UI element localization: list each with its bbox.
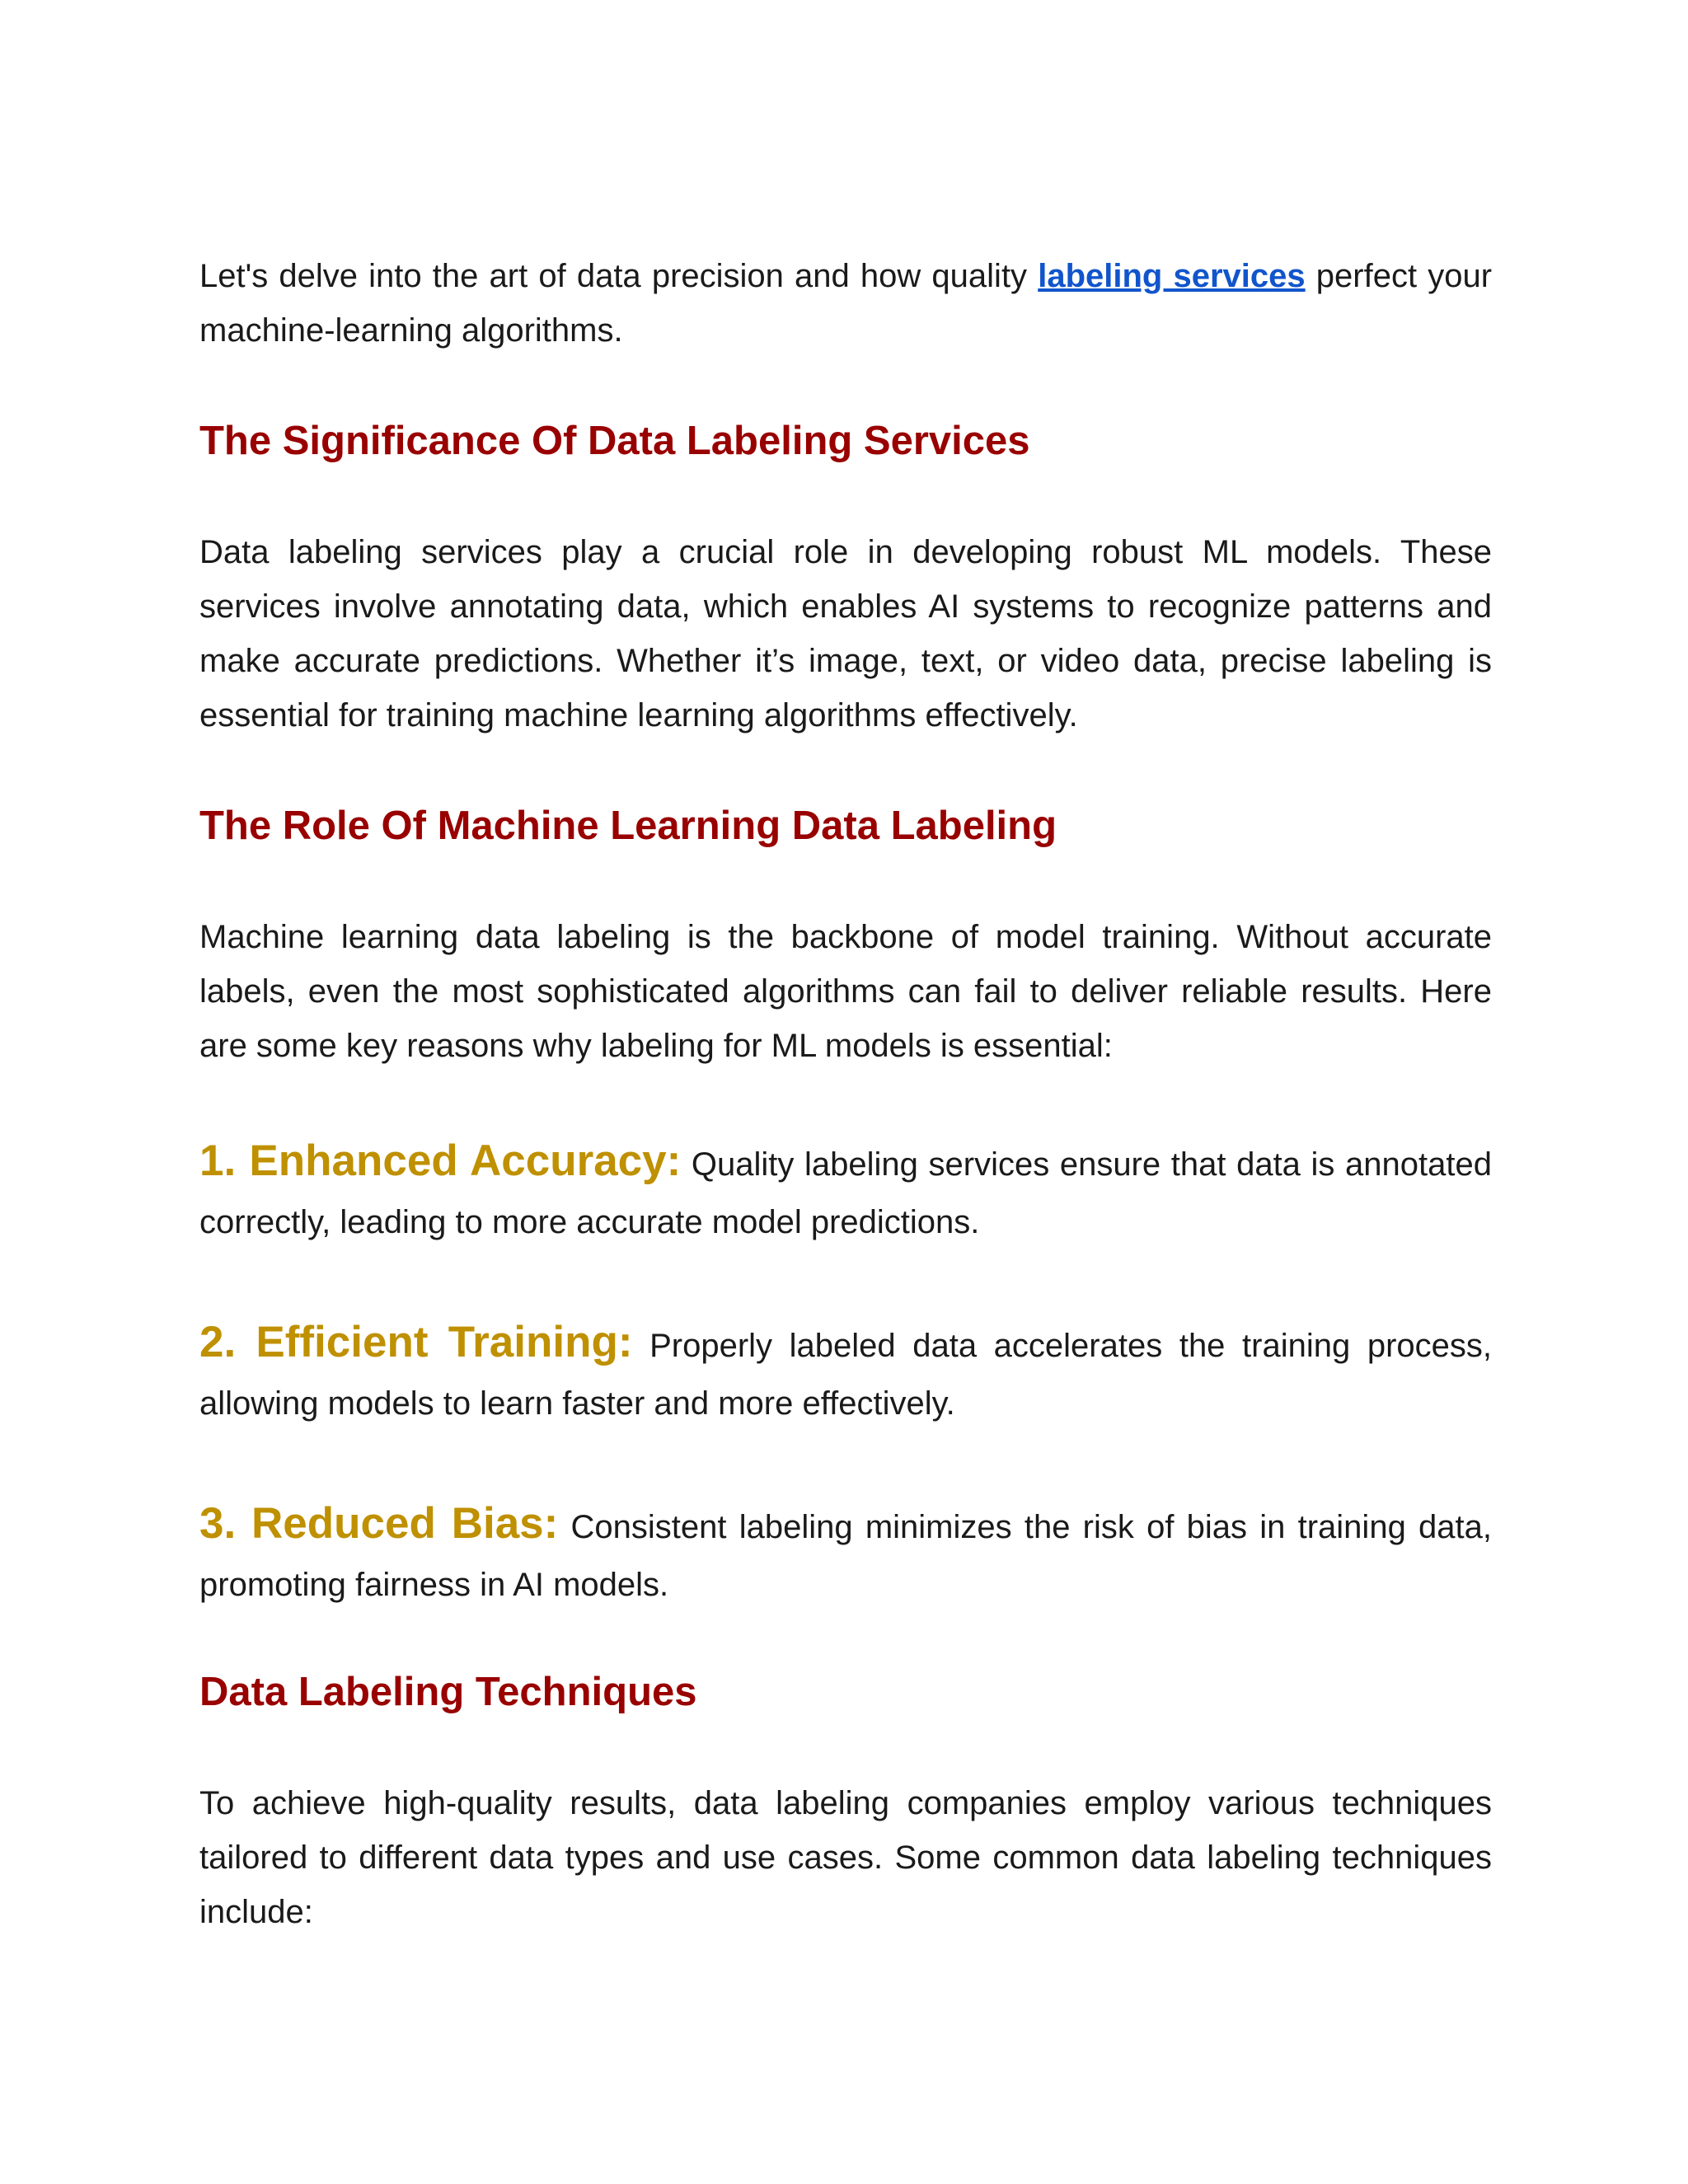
- reason-text: Properly labeled data accelerates the training process, allowing models to learn faster and more effectively.: [199, 1328, 1492, 1422]
- reason-item-training: [199, 1314, 1492, 1432]
- significance-paragraph: Data labeling services play a crucial role in developing robust ML models. These services involve annotating data, which enables AI systems to recognize patterns and make accurate predictions. Whether it’s image, text, or video data, precise labeling is essential for training machine learning algorithms effectively.: [199, 534, 1492, 733]
- document-page: [199, 249, 1492, 1939]
- intro-paragraph: [199, 249, 1492, 358]
- reason-item-accuracy: [199, 1132, 1492, 1251]
- labeling-services-link[interactable]: labeling services: [1038, 258, 1306, 294]
- significance-heading: The Significance Of Data Labeling Services: [199, 419, 1030, 463]
- intro-text-after-link: perfect your machine-learning algorithms.: [199, 258, 1493, 349]
- reason-lead: 3. Reduced Bias:: [199, 1499, 559, 1548]
- techniques-heading: Data Labeling Techniques: [199, 1670, 697, 1714]
- reason-lead: 2. Efficient Training:: [199, 1318, 633, 1366]
- role-heading: The Role Of Machine Learning Data Labeling: [199, 804, 1057, 848]
- reason-lead: 1. Enhanced Accuracy:: [199, 1137, 682, 1185]
- intro-text-before-link: Let's delve into the art of data precision and how quality: [199, 258, 1039, 294]
- reason-text: Consistent labeling minimizes the risk of bias in training data, promoting fairness in AI models.: [199, 1509, 1492, 1603]
- role-paragraph: Machine learning data labeling is the backbone of model training. Without accurate labels, even the most sophisticated algorithms can fail to deliver reliable results. Here are some key reasons why labeling for ML models is essential:: [199, 919, 1492, 1064]
- reason-item-bias: [199, 1495, 1492, 1614]
- techniques-paragraph: To achieve high-quality results, data labeling companies employ various techniques tailored to different data types and use cases. Some common data labeling techniques include:: [199, 1785, 1492, 1930]
- reason-text: Quality labeling services ensure that data is annotated correctly, leading to more accurate model predictions.: [199, 1146, 1492, 1240]
